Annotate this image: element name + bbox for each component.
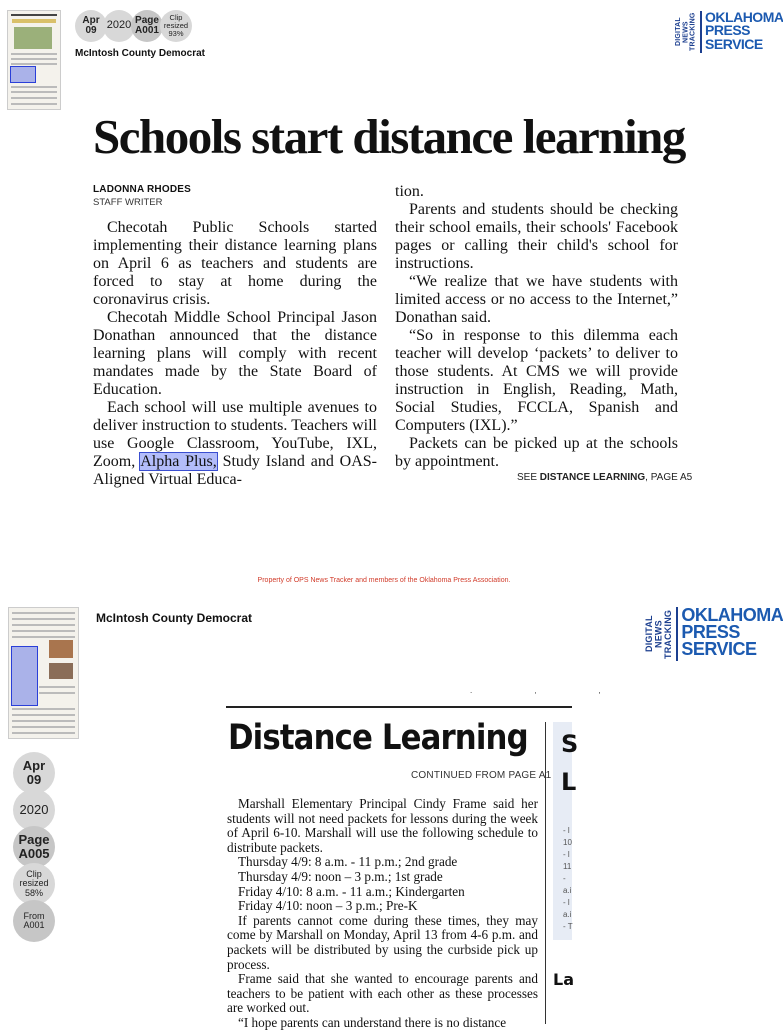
see-suffix: , PAGE A5: [645, 472, 693, 483]
clip-highlight-box: [11, 646, 38, 706]
from-page: A001: [23, 920, 45, 930]
ops-logo: [645, 607, 783, 661]
adjacent-heading-fragment: La: [553, 970, 574, 989]
newspaper-name: McIntosh County Democrat: [96, 611, 253, 625]
clip-resized: resized: [163, 21, 189, 31]
schedule-item: Friday 4/10: 8 a.m. - 11 a.m.; Kindergarten: [238, 883, 465, 899]
top-rule: [226, 706, 572, 708]
clip-percent: 93%: [168, 28, 184, 38]
clip-label: Clip: [26, 868, 42, 879]
see-prefix: SEE: [517, 472, 538, 483]
paragraph: Checotah Middle School Principal Jason Donathan announced that the distance learning plans will comply with recent mandates made by the State Board of Education.: [93, 309, 377, 398]
search-highlight: Alpha Plus,: [140, 453, 217, 470]
adjacent-fragment: 10: [563, 838, 572, 847]
schedule-item: Thursday 4/9: 8 a.m. - 11 p.m.; 2nd grade: [238, 854, 458, 870]
page-badge: [131, 10, 163, 42]
paragraph: “So in response to this dilemma each teacher will develop ‘packets’ to deliver to those students. At CMS we will provide instruction in English, Reading, Math, Social Studies, FCCLA, Spanish and Computers (IXL).”: [395, 327, 678, 434]
cropped-text-fragment: . ‚ ,: [470, 686, 631, 695]
adjacent-fragment: - l: [563, 826, 570, 835]
adjacent-fragment: 11: [563, 862, 572, 871]
adjacent-letter: S: [561, 730, 579, 758]
continued-article-column: [227, 797, 538, 1031]
paragraph: [93, 399, 377, 489]
page-thumbnail-a001[interactable]: [7, 10, 61, 110]
date-day: 09: [26, 772, 42, 787]
logo-line-2: PRESS: [681, 622, 740, 643]
date-day: 09: [85, 25, 97, 36]
paragraph: Parents and students should be checking their school emails, their schools' Facebook pages or calling their child's school for instructions.: [395, 201, 678, 272]
continued-from: CONTINUED FROM PAGE A1: [411, 770, 552, 781]
page-id: A005: [18, 846, 50, 861]
year-text: 2020: [19, 802, 49, 818]
paragraph: Packets can be picked up at the schools by appointment.: [395, 435, 678, 470]
article-role: STAFF WRITER: [93, 197, 163, 208]
clip-size-badge: [13, 863, 55, 905]
article-headline: Schools start distance learning: [93, 109, 685, 164]
paragraph-tail: Study Island and OAS-Aligned Virtual Educa-: [93, 453, 378, 488]
adjacent-letter: L: [561, 768, 577, 796]
logo-line-1: OKLAHOMA: [681, 605, 783, 625]
newspaper-name: McIntosh County Democrat: [75, 48, 206, 59]
logo-line-3: SERVICE: [705, 35, 763, 52]
page-label: Page: [135, 14, 159, 26]
logo-line-1: OKLAHOMA: [705, 9, 783, 25]
page-label: Page: [18, 832, 50, 848]
date-month: Apr: [22, 758, 46, 774]
clip-percent: 58%: [24, 887, 43, 898]
from-page-badge[interactable]: [13, 900, 55, 942]
year-badge: [13, 789, 55, 831]
paragraph: tion.: [395, 183, 424, 200]
adjacent-fragment: - l: [563, 898, 570, 907]
paragraph: “I hope parents can understand there is no distance: [238, 1014, 507, 1030]
date-badge: [13, 752, 55, 794]
clip-resized: resized: [19, 878, 49, 889]
logo-vertical-text: DIGITAL NEWS TRACKING: [644, 609, 673, 659]
from-label: From: [23, 910, 45, 921]
see-target: DISTANCE LEARNING: [539, 472, 646, 483]
adjacent-fragment: a.i: [563, 910, 572, 919]
adjacent-fragment: - l: [563, 850, 570, 859]
article-column-2: [395, 183, 678, 471]
ops-logo: [675, 11, 783, 53]
schedule-item: Thursday 4/9: noon – 3 p.m.; 1st grade: [238, 868, 443, 884]
logo-line-2: PRESS: [705, 22, 750, 39]
property-note: Property of OPS News Tracker and members of the Oklahoma Press Association.: [257, 577, 511, 584]
paragraph: Marshall Elementary Principal Cindy Frame said her students will not need packets for lessons during the week of April 6-10. Marshall will use the following schedule to distribute packets.: [227, 796, 538, 855]
page-id: A001: [135, 25, 159, 36]
paragraph: Checotah Public Schools started implementing their distance learning plans on April 6 as teachers and students are forced to stay at home during the coronavirus crisis.: [93, 219, 377, 308]
year-text: 2020: [106, 19, 132, 32]
page-thumbnail-a005[interactable]: [8, 607, 79, 739]
page-badge: [13, 826, 55, 868]
schedule-item: Friday 4/10: noon – 3 p.m.; Pre-K: [238, 898, 418, 914]
clip-highlight-box: [10, 66, 36, 83]
paragraph: Frame said that she wanted to encourage parents and teachers to be patient with each other as these processes are worked out.: [227, 971, 538, 1016]
date-month: Apr: [82, 14, 100, 26]
adjacent-fragment: -: [563, 874, 566, 883]
see-jump-line[interactable]: [517, 472, 692, 483]
adjacent-fragment: - T: [563, 922, 573, 931]
logo-line-3: SERVICE: [681, 639, 757, 660]
continued-headline: Distance Learning: [228, 718, 528, 758]
clip-label: Clip: [169, 13, 183, 23]
clip-size-badge: [160, 10, 192, 42]
paragraph: If parents cannot come during these times, they may come by Marshall on Monday, April 13 from 4-6 p.m. and packets will be distributed by using the curbside pick up process.: [227, 912, 538, 972]
article-column-1: [93, 219, 377, 489]
article-byline: LADONNA RHODES: [93, 184, 191, 195]
logo-vertical-text: DIGITAL NEWS TRACKING: [675, 12, 697, 52]
paragraph: “We realize that we have students with limited access or no access to the Internet,” Donathan said.: [395, 273, 678, 326]
paragraph-text: Each school will use multiple avenues to deliver instruction to students. Teachers will use Google Classroom, YouTube, IXL, Zoom,: [93, 399, 377, 470]
adjacent-fragment: a.i: [563, 886, 572, 895]
